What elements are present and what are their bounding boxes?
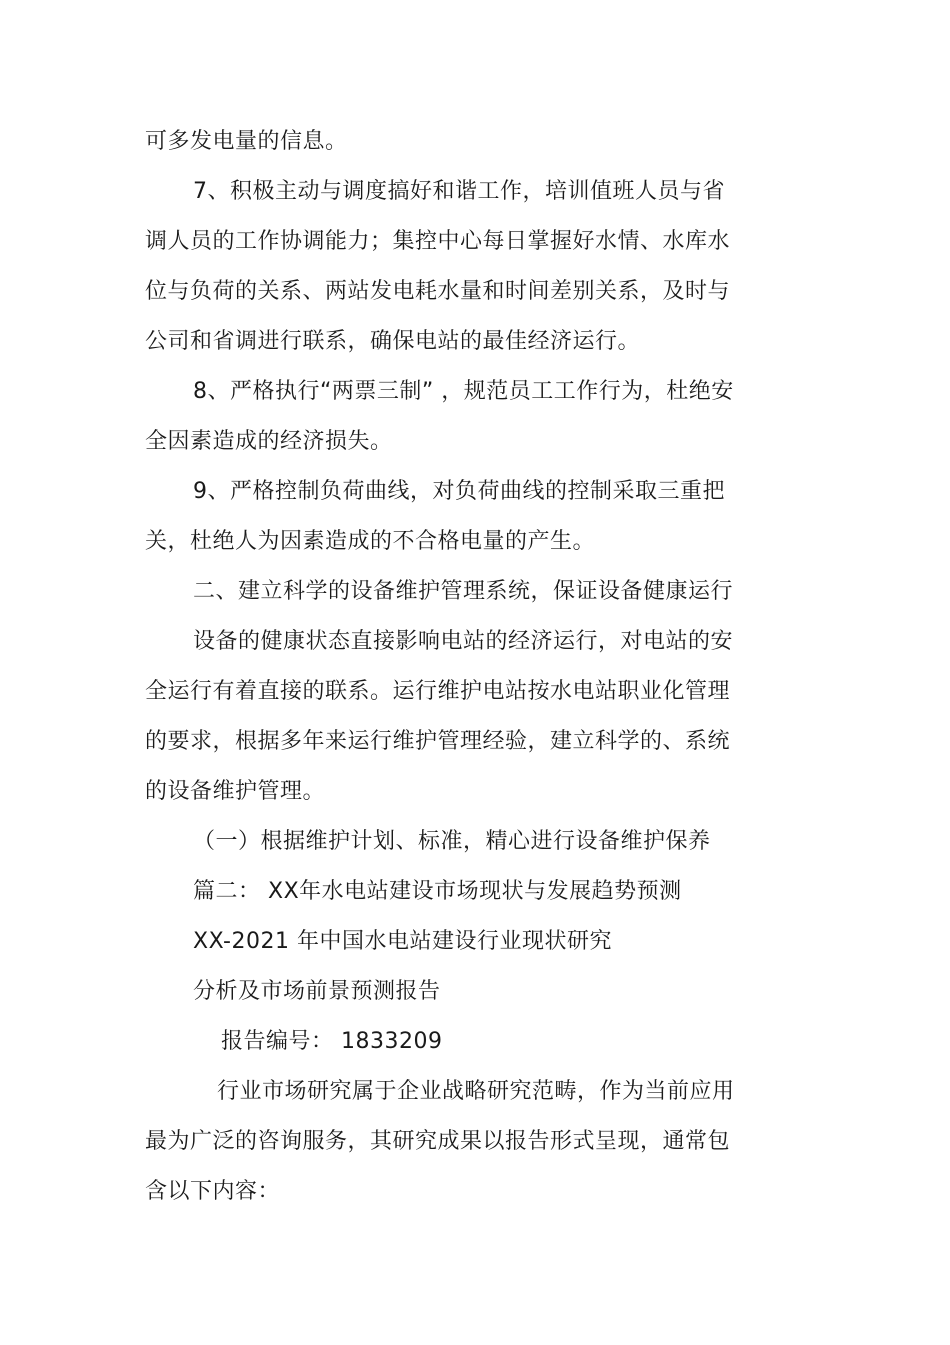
paragraph-line: 行业市场研究属于企业战略研究范畴，作为当前应用 [217, 1079, 735, 1104]
report-title-line: XX-2021 年中国水电站建设行业现状研究 [193, 929, 612, 954]
paragraph-line: 9、严格控制负荷曲线，对负荷曲线的控制采取三重把 [193, 479, 725, 504]
paragraph-line: 全因素造成的经济损失。 [145, 429, 393, 454]
paragraph-line: 8、严格执行“两票三制” ，规范员工工作行为，杜绝安 [193, 379, 734, 404]
paragraph-line: 公司和省调进行联系，确保电站的最佳经济运行。 [145, 329, 641, 354]
paragraph-line: 的要求，根据多年来运行维护管理经验，建立科学的、系统 [145, 729, 731, 754]
report-title-line: 分析及市场前景预测报告 [193, 979, 441, 1004]
article-title: 篇二： XX年水电站建设市场现状与发展趋势预测 [193, 879, 682, 904]
report-number: 报告编号： 1833209 [221, 1029, 443, 1054]
paragraph-line: 设备的健康状态直接影响电站的经济运行，对电站的安 [193, 629, 734, 654]
paragraph-line: 可多发电量的信息。 [145, 129, 348, 154]
paragraph-line: 最为广泛的咨询服务，其研究成果以报告形式呈现，通常包 [145, 1129, 731, 1154]
paragraph-line: 的设备维护管理。 [145, 779, 326, 804]
paragraph-line: 位与负荷的关系、两站发电耗水量和时间差别关系，及时与 [145, 279, 731, 304]
subsection-heading: （一）根据维护计划、标准，精心进行设备维护保养 [193, 829, 711, 854]
paragraph-line: 关，杜绝人为因素造成的不合格电量的产生。 [145, 529, 596, 554]
paragraph-line: 调人员的工作协调能力；集控中心每日掌握好水情、水库水 [145, 229, 731, 254]
paragraph-line: 含以下内容： [145, 1179, 281, 1204]
section-heading: 二、建立科学的设备维护管理系统，保证设备健康运行 [193, 579, 734, 604]
paragraph-line: 7、积极主动与调度搞好和谐工作，培训值班人员与省 [193, 179, 725, 204]
paragraph-line: 全运行有着直接的联系。运行维护电站按水电站职业化管理 [145, 679, 731, 704]
